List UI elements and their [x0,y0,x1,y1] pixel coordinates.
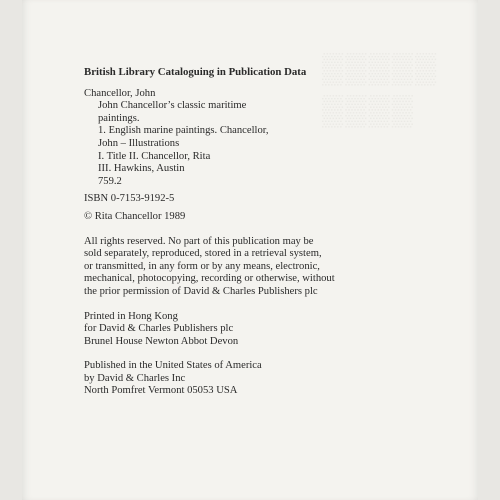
publisher-line: North Pomfret Vermont 05053 USA [84,385,238,397]
cip-class-number: 759.2 [98,175,122,187]
rights-notice [84,236,384,299]
copyright-notice: © Rita Chancellor 1989 [84,210,186,222]
printer-info [84,311,384,349]
show-through-text: ▒▒▒▒▒ ▒▒▒▒ [322,52,439,127]
rights-line: All rights reserved. No part of this publication may be [84,235,314,247]
rights-line: mechanical, photocopying, recording or otherwise, without [84,273,335,285]
rights-line: the prior permission of David & Charles Publishers plc [84,285,318,297]
cip-entry-line: John – Illustrations [98,137,180,149]
cip-heading: British Library Cataloguing in Publication Data [84,66,307,78]
book-page [22,0,478,500]
us-publisher-info [84,360,384,398]
publisher-line: by David & Charles Inc [84,372,186,384]
rights-line: or transmitted, in any form or by any means, electronic, [84,260,320,272]
isbn: ISBN 0-7153-9192-5 [84,193,175,205]
cip-entry-line: John Chancellor’s classic maritime [98,100,247,112]
cip-author: Chancellor, John [84,87,156,99]
cip-entry-line: III. Hawkins, Austin [98,163,185,175]
printer-line: Brunel House Newton Abbot Devon [84,335,239,347]
cip-entry-line: I. Title II. Chancellor, Rita [98,150,211,162]
imprint-block [84,66,384,398]
rights-line: sold separately, reproduced, stored in a retrieval system, [84,248,322,260]
cip-entry-line: paintings. [98,112,140,124]
cip-entry-line: 1. English marine paintings. Chancellor, [98,125,269,137]
publisher-line: Published in the United States of America [84,360,262,372]
printer-line: for David & Charles Publishers plc [84,323,234,335]
printer-line: Printed in Hong Kong [84,310,178,322]
